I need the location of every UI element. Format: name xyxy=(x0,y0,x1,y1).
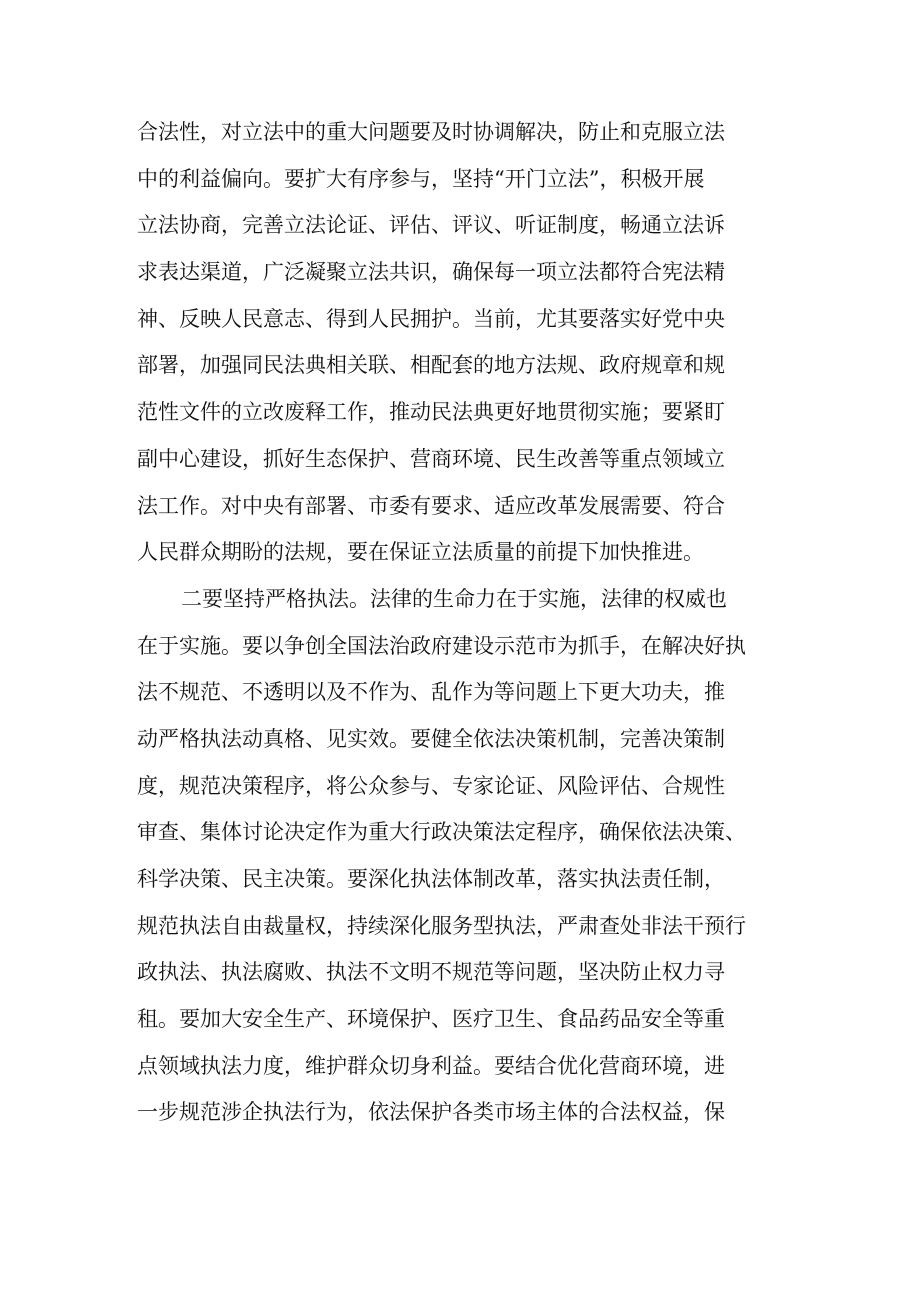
text-line: 副中心建设，抓好生态保护、营商环境、民生改善等重点领域立 xyxy=(137,446,725,471)
text-line: 租。要加大安全生产、环境保护、医疗卫生、食品药品安全等重 xyxy=(137,1007,725,1032)
text-line: 合法性，对立法中的重大问题要及时协调解决，防止和克服立法 xyxy=(137,120,725,144)
text-line: 范性文件的立改废释工作，推动民法典更好地贯彻实施；要紧盯 xyxy=(137,400,725,425)
text-line: 中的利益偏向。要扩大有序参与，坚持“开门立法”，积极开展 xyxy=(137,166,705,191)
text-line: 神、反映人民意志、得到人民拥护。当前，尤其要落实好党中央 xyxy=(137,306,725,331)
text-line: 度，规范决策程序，将公众参与、专家论证、风险评估、合规性 xyxy=(137,773,725,798)
body-text xyxy=(137,109,797,1136)
text-line: 科学决策、民主决策。要深化执法体制改革，落实执法责任制， xyxy=(137,867,725,891)
text-line: 法工作。对中央有部署、市委有要求、适应改革发展需要、符合 xyxy=(137,493,725,518)
text-line: 部署，加强同民法典相关联、相配套的地方法规、政府规章和规 xyxy=(137,353,725,378)
text-line: 动严格执法动真格、见实效。要健全依法决策机制，完善决策制 xyxy=(137,726,725,751)
text-line: 人民群众期盼的法规，要在保证立法质量的前提下加快推进。 xyxy=(137,540,704,565)
text-line: 立法协商，完善立法论证、评估、评议、听证制度，畅通立法诉 xyxy=(137,213,725,238)
text-line: 一步规范涉企执法行为，依法保护各类市场主体的合法权益，保 xyxy=(137,1100,725,1125)
text-line: 法不规范、不透明以及不作为、乱作为等问题上下更大功夫，推 xyxy=(137,680,725,705)
text-line: 规范执法自由裁量权，持续深化服务型执法，严肃查处非法干预行 xyxy=(137,913,746,938)
text-line: 审查、集体讨论决定作为重大行政决策法定程序，确保依法决策、 xyxy=(137,820,746,845)
text-line: 在于实施。要以争创全国法治政府建设示范市为抓手，在解决好执 xyxy=(137,633,746,658)
text-line: 政执法、执法腐败、执法不文明不规范等问题，坚决防止权力寻 xyxy=(137,960,725,985)
text-line: 求表达渠道，广泛凝聚立法共识，确保每一项立法都符合宪法精 xyxy=(137,260,725,285)
paragraph-start-line: 二要坚持严格执法。法律的生命力在于实施，法律的权威也 xyxy=(181,586,727,611)
text-line: 点领域执法力度，维护群众切身利益。要结合优化营商环境，进 xyxy=(137,1053,725,1078)
